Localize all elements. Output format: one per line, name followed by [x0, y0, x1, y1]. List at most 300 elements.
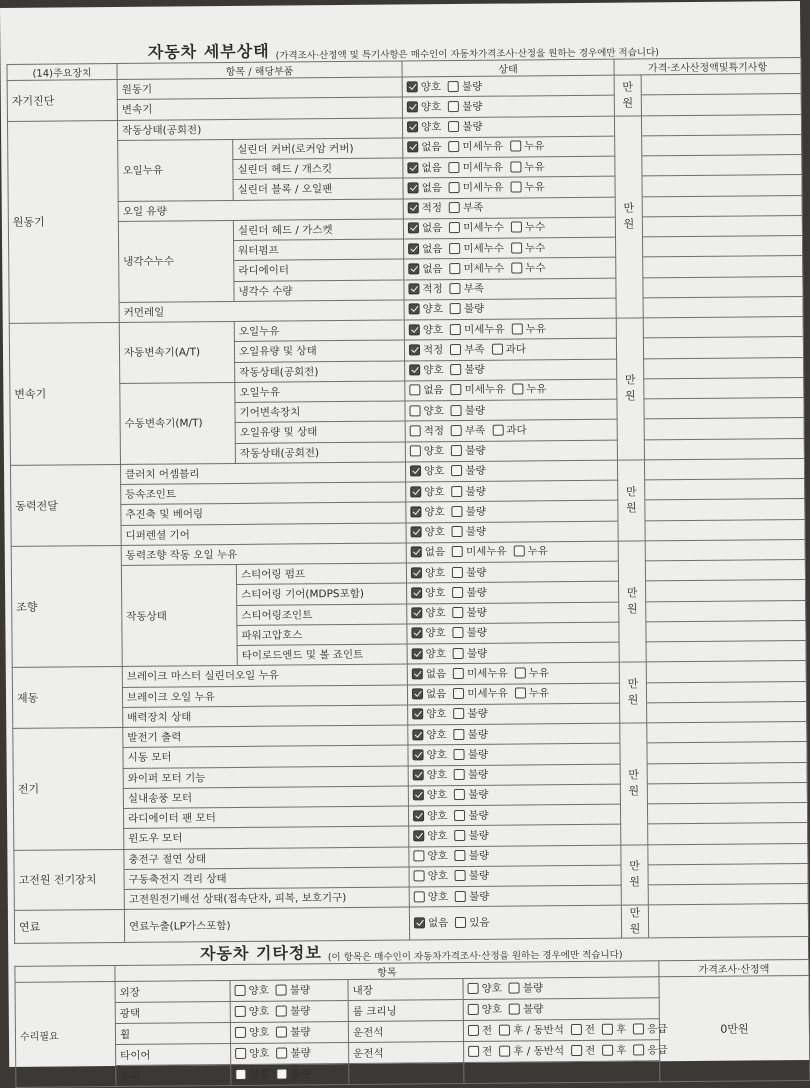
note-cell[interactable] [646, 640, 806, 662]
checkbox-empty-icon[interactable] [571, 1045, 582, 1056]
option-2[interactable] [511, 240, 545, 255]
option-1[interactable] [453, 706, 487, 721]
checkbox-empty-icon[interactable] [454, 769, 465, 780]
option-1[interactable] [276, 1046, 310, 1061]
option-1[interactable] [448, 99, 482, 114]
checkbox-checked-icon[interactable] [407, 162, 418, 173]
option-label: 양호 [423, 404, 444, 417]
option-2[interactable] [510, 179, 544, 194]
option-2[interactable] [512, 382, 546, 397]
option-0[interactable] [408, 281, 442, 296]
checkbox-checked-icon[interactable] [408, 263, 419, 274]
checkbox-empty-icon[interactable] [449, 182, 460, 193]
note-cell[interactable] [643, 236, 803, 258]
note-cell[interactable] [647, 701, 807, 723]
note-cell[interactable] [648, 823, 808, 845]
checkbox-checked-icon[interactable] [412, 668, 423, 679]
option-0[interactable] [408, 180, 442, 195]
checkbox-checked-icon[interactable] [411, 547, 422, 558]
option-1[interactable] [277, 1067, 311, 1082]
checkbox-empty-icon[interactable] [454, 830, 465, 841]
option-0[interactable] [408, 241, 442, 256]
option-3[interactable] [602, 1043, 626, 1058]
option-1[interactable] [450, 342, 484, 357]
option-4[interactable] [633, 1021, 667, 1036]
option-2[interactable] [492, 341, 526, 356]
checkbox-empty-icon[interactable] [571, 1024, 582, 1035]
checkbox-empty-icon[interactable] [512, 323, 523, 334]
checkbox-empty-icon[interactable] [452, 506, 463, 517]
note-cell[interactable] [644, 418, 804, 440]
checkbox-checked-icon[interactable] [410, 466, 421, 477]
checkbox-empty-icon[interactable] [276, 985, 287, 996]
checkbox-empty-icon[interactable] [276, 1048, 287, 1059]
checkbox-empty-icon[interactable] [235, 1048, 246, 1059]
option-0[interactable] [468, 981, 502, 996]
checkbox-empty-icon[interactable] [602, 1024, 613, 1035]
note-cell[interactable] [647, 762, 807, 784]
checkbox-empty-icon[interactable] [449, 243, 460, 254]
checkbox-checked-icon[interactable] [412, 729, 423, 740]
option-0[interactable] [411, 585, 445, 600]
option-1[interactable] [276, 983, 310, 998]
option-label: 양호 [426, 769, 448, 782]
note-cell[interactable] [645, 478, 805, 500]
checkbox-empty-icon[interactable] [453, 648, 464, 659]
option-0[interactable] [411, 524, 445, 539]
note-cell[interactable] [642, 175, 802, 197]
checkbox-empty-icon[interactable] [276, 1006, 287, 1017]
checkbox-checked-icon[interactable] [412, 648, 423, 659]
checkbox-empty-icon[interactable] [449, 202, 460, 213]
checkbox-empty-icon[interactable] [235, 1069, 246, 1080]
option-1[interactable] [448, 78, 482, 93]
item-label: 커먼레일 [119, 300, 404, 323]
checkbox-empty-icon[interactable] [451, 384, 462, 395]
note-cell[interactable] [642, 155, 802, 177]
option-1[interactable] [276, 1025, 310, 1040]
checkbox-empty-icon[interactable] [451, 425, 462, 436]
checkbox-checked-icon[interactable] [408, 283, 419, 294]
option-0[interactable] [410, 504, 444, 519]
checkbox-checked-icon[interactable] [412, 688, 423, 699]
option-1[interactable] [499, 1022, 564, 1038]
checkbox-empty-icon[interactable] [451, 445, 462, 456]
option-label: 양호 [423, 445, 445, 458]
option-0[interactable] [411, 545, 445, 560]
checkbox-empty-icon[interactable] [515, 667, 526, 678]
option-0[interactable] [410, 423, 444, 438]
option-2[interactable] [571, 1043, 595, 1058]
option-1[interactable] [451, 402, 485, 417]
option-1[interactable] [454, 747, 488, 762]
note-cell[interactable] [644, 438, 804, 460]
checkbox-checked-icon[interactable] [411, 526, 422, 537]
checkbox-empty-icon[interactable] [413, 850, 424, 861]
option-1[interactable] [276, 1004, 310, 1019]
option-1[interactable] [449, 179, 504, 194]
option-1[interactable] [449, 220, 504, 235]
option-0[interactable] [413, 828, 447, 843]
checkbox-checked-icon[interactable] [410, 506, 421, 517]
option-1[interactable] [449, 159, 504, 174]
option-0[interactable] [408, 221, 442, 236]
option-3[interactable] [602, 1022, 626, 1037]
note-cell[interactable] [645, 539, 805, 561]
checkbox-checked-icon[interactable] [407, 101, 418, 112]
option-1[interactable] [450, 362, 484, 377]
checkbox-empty-icon[interactable] [499, 1025, 510, 1036]
checkbox-checked-icon[interactable] [408, 202, 419, 213]
option-1[interactable] [509, 1002, 543, 1017]
checkbox-empty-icon[interactable] [448, 81, 459, 92]
state-cell [464, 1061, 660, 1084]
header-state: 상태 [402, 59, 614, 77]
option-1[interactable] [450, 321, 505, 336]
option-0[interactable] [408, 261, 442, 276]
option-0[interactable] [409, 342, 443, 357]
option-0[interactable] [412, 747, 446, 762]
checkbox-empty-icon[interactable] [499, 1046, 510, 1057]
state-cell [403, 176, 615, 198]
option-0[interactable] [411, 565, 445, 580]
option-0[interactable] [410, 443, 444, 458]
checkbox-empty-icon[interactable] [277, 1069, 288, 1080]
option-2[interactable] [512, 321, 546, 336]
option-2[interactable] [510, 159, 544, 174]
checkbox-empty-icon[interactable] [449, 222, 460, 233]
checkbox-checked-icon[interactable] [409, 324, 420, 335]
option-4[interactable] [633, 1042, 667, 1057]
option-1[interactable] [451, 443, 485, 458]
option-1[interactable] [453, 645, 487, 660]
option-0[interactable] [413, 767, 447, 782]
checkbox-empty-icon[interactable] [451, 465, 462, 476]
checkbox-empty-icon[interactable] [510, 181, 521, 192]
option-1[interactable] [452, 524, 486, 539]
note-cell[interactable] [646, 681, 806, 703]
checkbox-empty-icon[interactable] [276, 1027, 287, 1038]
checkbox-checked-icon[interactable] [407, 121, 418, 132]
note-cell[interactable] [644, 397, 804, 419]
checkbox-checked-icon[interactable] [409, 344, 420, 355]
checkbox-empty-icon[interactable] [450, 324, 461, 335]
option-0[interactable] [410, 464, 444, 479]
checkbox-empty-icon[interactable] [512, 384, 523, 395]
checkbox-checked-icon[interactable] [408, 243, 419, 254]
option-1[interactable] [453, 665, 508, 680]
note-cell[interactable] [648, 863, 808, 885]
checkbox-empty-icon[interactable] [450, 364, 461, 375]
checkbox-empty-icon[interactable] [453, 627, 464, 638]
note-cell[interactable] [645, 559, 805, 581]
option-0[interactable] [414, 889, 448, 904]
option-0[interactable] [412, 646, 446, 661]
option-2[interactable] [515, 685, 549, 700]
note-cell[interactable] [646, 580, 806, 602]
checkbox-checked-icon[interactable] [409, 304, 420, 315]
checkbox-empty-icon[interactable] [510, 141, 521, 152]
checkbox-checked-icon[interactable] [412, 709, 423, 720]
price-unit [614, 75, 641, 116]
option-1[interactable] [451, 483, 485, 498]
option-0[interactable] [235, 1067, 269, 1082]
checkbox-empty-icon[interactable] [515, 688, 526, 699]
note-cell[interactable] [643, 296, 803, 318]
checkbox-empty-icon[interactable] [410, 425, 421, 436]
option-0[interactable] [235, 983, 269, 998]
checkbox-empty-icon[interactable] [451, 405, 462, 416]
option-1[interactable] [451, 463, 485, 478]
note-cell[interactable] [641, 94, 801, 116]
checkbox-empty-icon[interactable] [455, 870, 466, 881]
option-1[interactable] [452, 544, 507, 559]
note-cell[interactable] [646, 600, 806, 622]
checkbox-empty-icon[interactable] [454, 810, 465, 821]
checkbox-empty-icon[interactable] [633, 1024, 644, 1035]
checkbox-empty-icon[interactable] [454, 749, 465, 760]
checkbox-empty-icon[interactable] [468, 1004, 479, 1015]
checkbox-checked-icon[interactable] [410, 486, 421, 497]
checkbox-empty-icon[interactable] [450, 344, 461, 355]
checkbox-empty-icon[interactable] [511, 222, 522, 233]
option-0[interactable] [235, 1004, 269, 1019]
note-cell[interactable] [646, 661, 806, 683]
note-cell[interactable] [648, 904, 808, 938]
option-0[interactable] [412, 686, 446, 701]
checkbox-empty-icon[interactable] [492, 424, 503, 435]
checkbox-checked-icon[interactable] [407, 81, 418, 92]
checkbox-empty-icon[interactable] [448, 121, 459, 132]
option-1[interactable] [451, 423, 485, 438]
option-1[interactable] [453, 605, 487, 620]
note-cell[interactable] [647, 721, 807, 743]
checkbox-empty-icon[interactable] [452, 546, 463, 557]
checkbox-empty-icon[interactable] [235, 1006, 246, 1017]
option-0[interactable] [414, 868, 448, 883]
option-1[interactable] [450, 281, 484, 296]
option-label: 양호 [425, 607, 446, 620]
checkbox-checked-icon[interactable] [408, 182, 419, 193]
note-cell[interactable] [644, 458, 804, 480]
checkbox-empty-icon[interactable] [492, 344, 503, 355]
item-label: 원동기 [117, 77, 402, 100]
option-1[interactable] [452, 564, 486, 579]
note-cell[interactable] [645, 519, 805, 541]
checkbox-empty-icon[interactable] [509, 983, 520, 994]
state-cell [404, 257, 616, 279]
checkbox-empty-icon[interactable] [453, 688, 464, 699]
option-0[interactable] [407, 99, 441, 114]
option-0[interactable] [412, 727, 446, 742]
note-cell[interactable] [642, 215, 802, 237]
note-cell[interactable] [643, 256, 803, 278]
option-0[interactable] [407, 160, 441, 175]
option-2[interactable] [510, 139, 544, 154]
option-0[interactable] [235, 1025, 269, 1040]
checkbox-empty-icon[interactable] [450, 283, 461, 294]
checkbox-empty-icon[interactable] [453, 668, 464, 679]
option-0[interactable] [235, 1046, 269, 1061]
checkbox-empty-icon[interactable] [509, 1004, 520, 1015]
option-1[interactable] [509, 981, 543, 996]
checkbox-empty-icon[interactable] [414, 871, 425, 882]
note-cell[interactable] [641, 74, 801, 96]
option-1[interactable] [449, 240, 504, 255]
option-2[interactable] [511, 260, 545, 275]
note-cell[interactable] [643, 337, 803, 359]
checkbox-empty-icon[interactable] [454, 729, 465, 740]
checkbox-checked-icon[interactable] [411, 607, 422, 618]
option-1[interactable] [454, 767, 488, 782]
checkbox-empty-icon[interactable] [455, 850, 466, 861]
checkbox-checked-icon[interactable] [413, 769, 424, 780]
option-0[interactable] [413, 808, 447, 823]
checkbox-empty-icon[interactable] [450, 303, 461, 314]
checkbox-empty-icon[interactable] [448, 141, 459, 152]
checkbox-empty-icon[interactable] [410, 445, 421, 456]
checkbox-empty-icon[interactable] [452, 526, 463, 537]
option-0[interactable] [413, 788, 447, 803]
checkbox-empty-icon[interactable] [468, 1046, 479, 1057]
option-0[interactable] [411, 626, 445, 641]
checkbox-empty-icon[interactable] [511, 242, 522, 253]
note-cell[interactable] [641, 114, 801, 136]
checkbox-empty-icon[interactable] [453, 708, 464, 719]
option-0[interactable] [468, 1002, 502, 1017]
option-1[interactable] [454, 828, 488, 843]
option-1[interactable] [455, 868, 489, 883]
option-0[interactable] [412, 707, 446, 722]
checkbox-checked-icon[interactable] [413, 810, 424, 821]
option-1[interactable] [448, 139, 503, 154]
note-cell[interactable] [645, 499, 805, 521]
option-0[interactable] [409, 403, 443, 418]
checkbox-checked-icon[interactable] [408, 223, 419, 234]
option-1[interactable] [455, 888, 489, 903]
note-cell[interactable] [643, 317, 803, 339]
option-1[interactable] [453, 686, 508, 701]
checkbox-empty-icon[interactable] [453, 607, 464, 618]
checkbox-empty-icon[interactable] [235, 1027, 246, 1038]
note-cell[interactable] [643, 276, 803, 298]
note-cell[interactable] [646, 620, 806, 642]
checkbox-empty-icon[interactable] [414, 891, 425, 902]
option-1[interactable] [450, 260, 505, 275]
option-1[interactable] [450, 301, 484, 316]
option-0[interactable] [414, 915, 448, 930]
checkbox-checked-icon[interactable] [412, 749, 423, 760]
option-2[interactable] [514, 544, 548, 559]
option-1[interactable] [453, 625, 487, 640]
option-0[interactable] [409, 362, 443, 377]
option-label: 불량 [465, 485, 486, 498]
state-cell [463, 977, 659, 1000]
note-cell[interactable] [644, 357, 804, 379]
checkbox-empty-icon[interactable] [449, 162, 460, 173]
note-cell[interactable] [647, 782, 807, 804]
option-1[interactable] [454, 726, 488, 741]
option-0[interactable] [407, 119, 441, 134]
option-0[interactable] [468, 1044, 492, 1059]
checkbox-empty-icon[interactable] [452, 587, 463, 598]
note-cell[interactable] [642, 134, 802, 156]
option-0[interactable] [408, 200, 442, 215]
note-cell[interactable] [642, 195, 802, 217]
checkbox-checked-icon[interactable] [407, 142, 418, 153]
option-1[interactable] [452, 504, 486, 519]
checkbox-empty-icon[interactable] [602, 1045, 613, 1056]
option-1[interactable] [454, 787, 488, 802]
option-0[interactable] [407, 140, 441, 155]
option-0[interactable] [409, 322, 443, 337]
checkbox-checked-icon[interactable] [413, 790, 424, 801]
checkbox-empty-icon[interactable] [409, 385, 420, 396]
option-0[interactable] [468, 1023, 492, 1038]
option-2[interactable] [571, 1022, 595, 1037]
checkbox-empty-icon[interactable] [511, 262, 522, 273]
option-0[interactable] [409, 302, 443, 317]
checkbox-empty-icon[interactable] [409, 405, 420, 416]
checkbox-empty-icon[interactable] [235, 985, 246, 996]
option-0[interactable] [410, 484, 444, 499]
option-0[interactable] [409, 383, 443, 398]
option-2[interactable] [511, 220, 545, 235]
option-0[interactable] [412, 666, 446, 681]
option-label: 누유 [528, 687, 550, 700]
note-cell[interactable] [648, 883, 808, 905]
checkbox-empty-icon[interactable] [455, 917, 466, 928]
checkbox-checked-icon[interactable] [409, 364, 420, 375]
checkbox-empty-icon[interactable] [633, 1045, 644, 1056]
option-1[interactable] [455, 848, 489, 863]
option-label: 없음 [425, 688, 447, 701]
title-note: (가격조사·산정액 및 특기사항은 매수인이 자동차가격조사·산정을 원하는 경우에만 적습니다) [275, 47, 660, 62]
checkbox-empty-icon[interactable] [452, 567, 463, 578]
option-0[interactable] [411, 605, 445, 620]
option-1[interactable] [448, 119, 482, 134]
option-0[interactable] [407, 79, 441, 94]
checkbox-checked-icon[interactable] [411, 567, 422, 578]
option-0[interactable] [413, 848, 447, 863]
note-cell[interactable] [647, 802, 807, 824]
option-2[interactable] [515, 665, 549, 680]
checkbox-empty-icon[interactable] [514, 546, 525, 557]
checkbox-empty-icon[interactable] [468, 983, 479, 994]
checkbox-checked-icon[interactable] [414, 918, 425, 929]
option-1[interactable] [451, 382, 506, 397]
checkbox-empty-icon[interactable] [454, 789, 465, 800]
checkbox-checked-icon[interactable] [411, 628, 422, 639]
checkbox-empty-icon[interactable] [450, 263, 461, 274]
checkbox-empty-icon[interactable] [451, 486, 462, 497]
option-1[interactable] [499, 1043, 564, 1059]
checkbox-empty-icon[interactable] [510, 161, 521, 172]
option-2[interactable] [492, 422, 526, 437]
option-1[interactable] [455, 915, 489, 930]
checkbox-empty-icon[interactable] [455, 891, 466, 902]
checkbox-empty-icon[interactable] [448, 101, 459, 112]
checkbox-checked-icon[interactable] [411, 587, 422, 598]
note-cell[interactable] [648, 843, 808, 865]
checkbox-empty-icon[interactable] [468, 1025, 479, 1036]
checkbox-checked-icon[interactable] [413, 830, 424, 841]
option-1[interactable] [454, 807, 488, 822]
option-1[interactable] [449, 200, 483, 215]
option-1[interactable] [452, 585, 486, 600]
note-cell[interactable] [647, 742, 807, 764]
note-cell[interactable] [644, 377, 804, 399]
